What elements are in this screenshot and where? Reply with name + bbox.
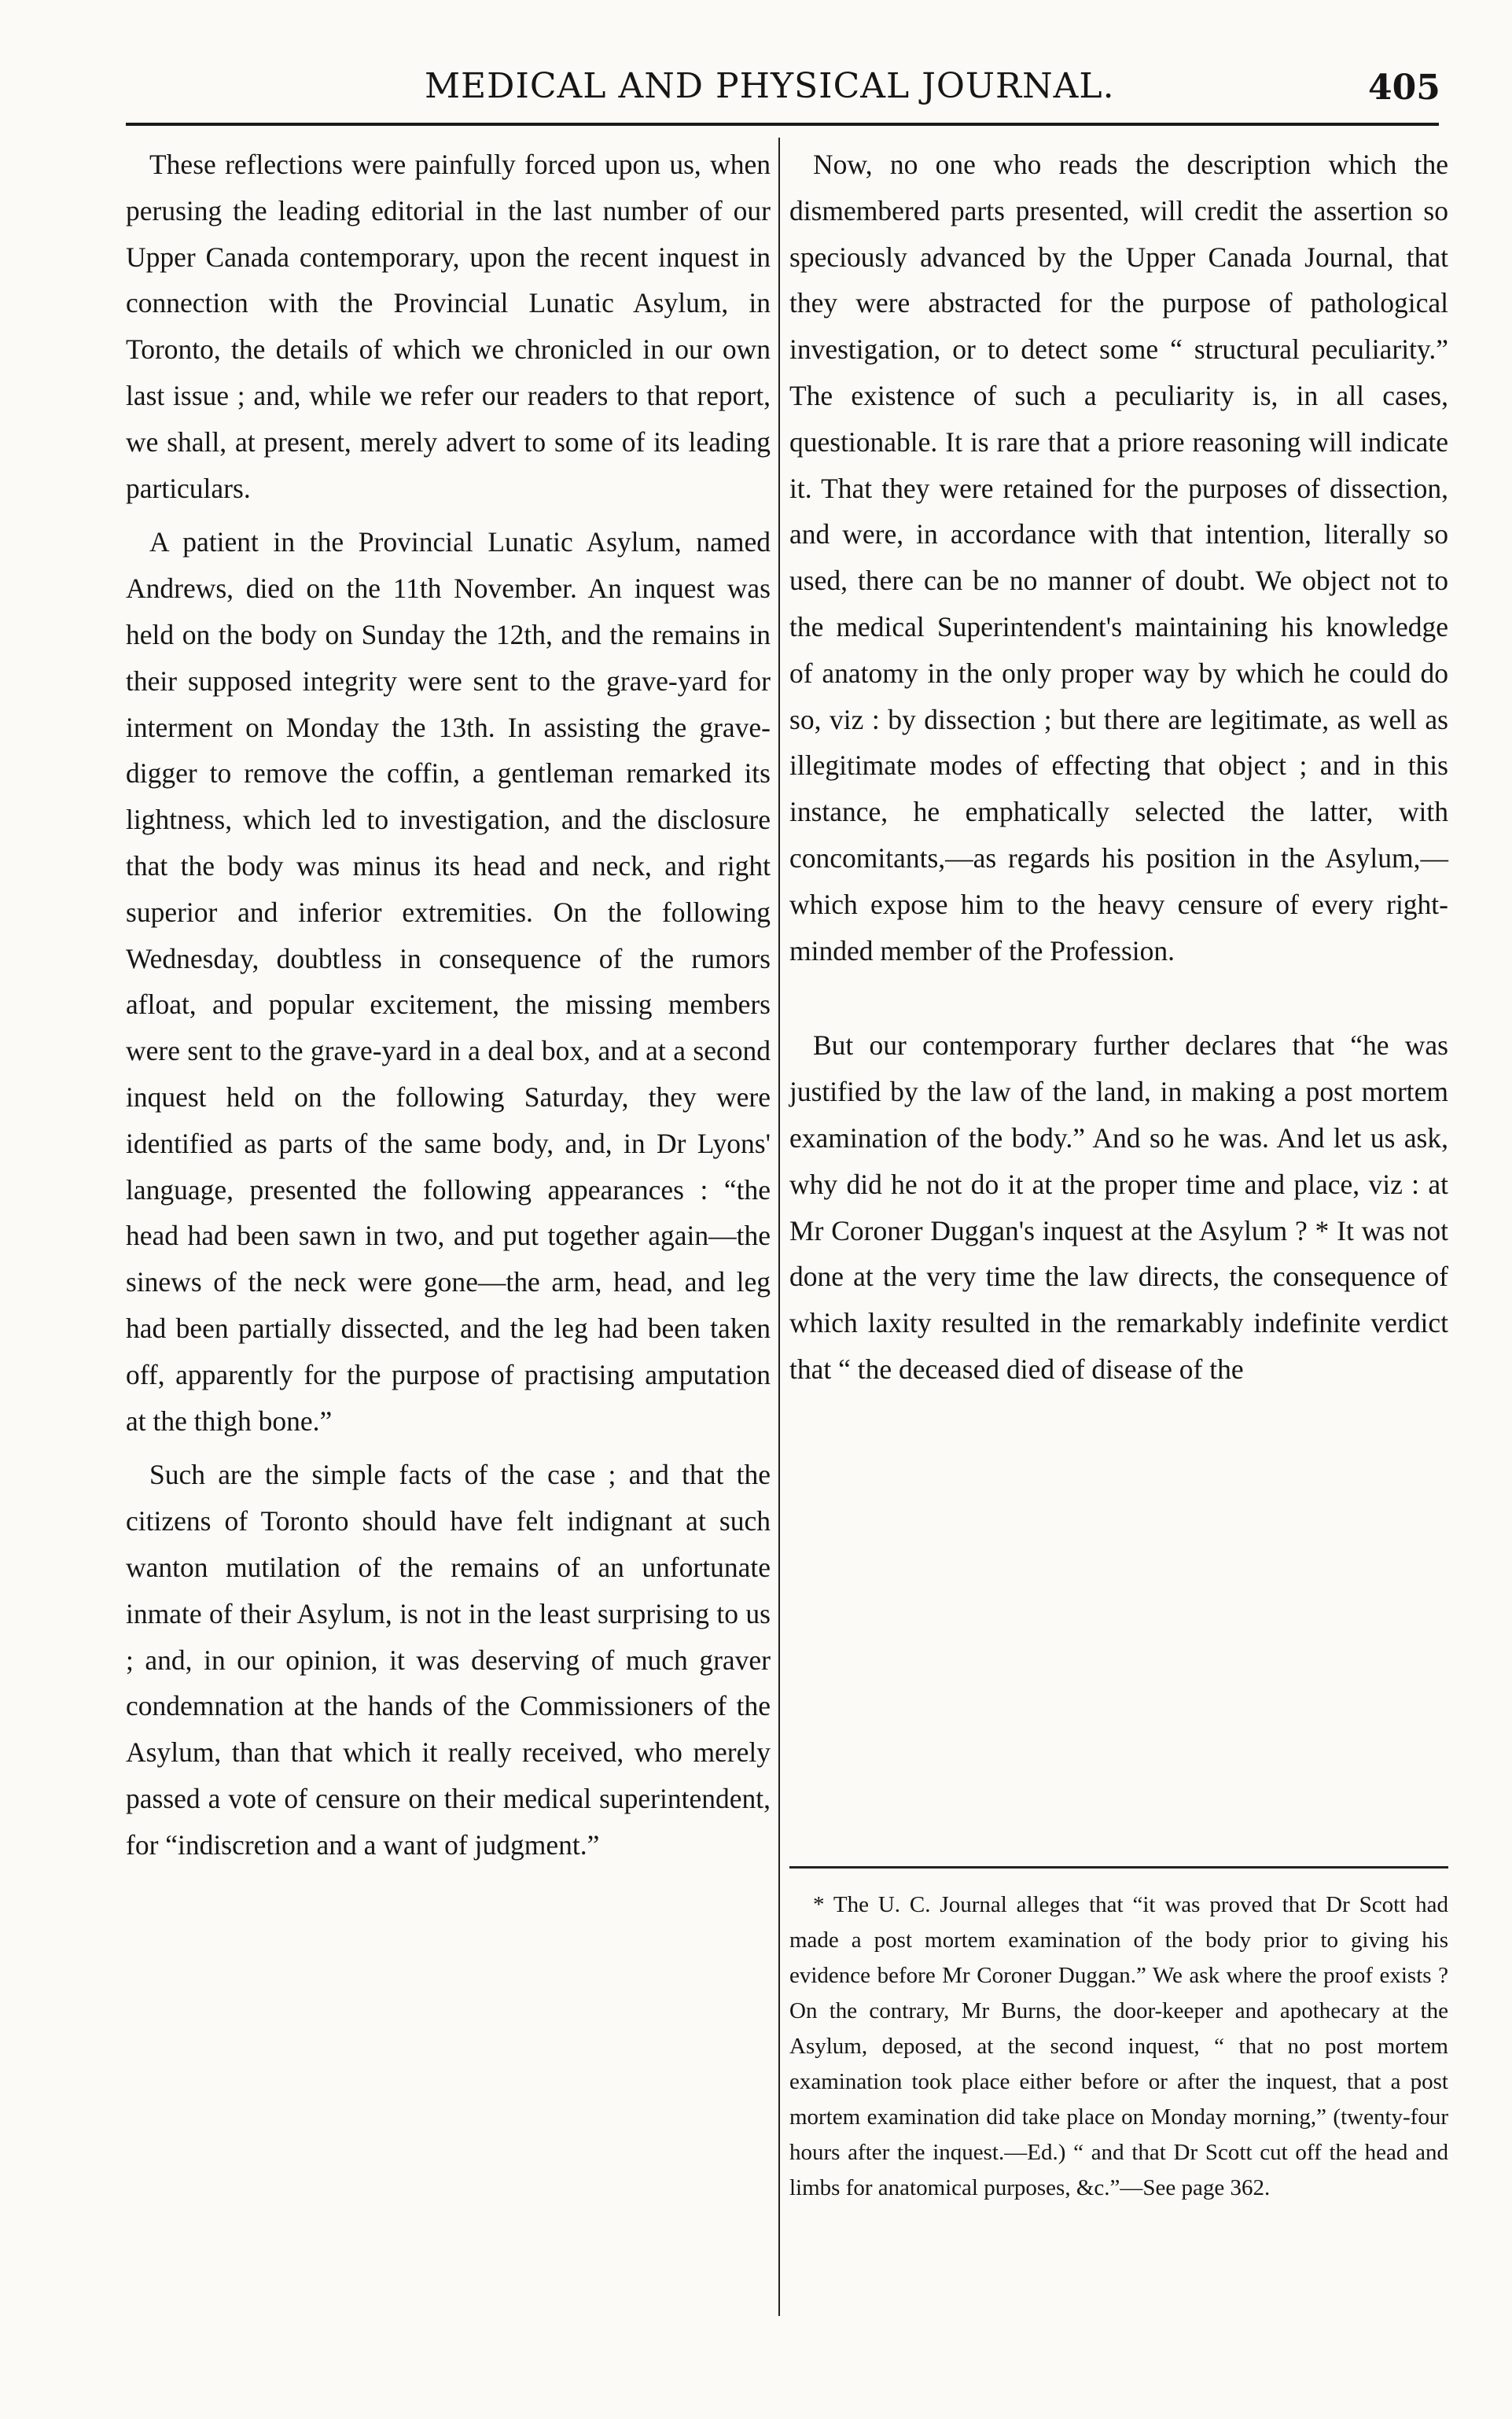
paragraph-inquest-facts: A patient in the Provincial Lunatic Asylum, named Andrews, died on the 11th November. An inquest was held on the body on Sunday the 12th, and the remains in their supposed integrity were sent to the grave-yard for interment on Monday the 13th. In assisting the grave-digger to remove the coffin, a gentleman remarked its lightness, which led to investigation, and the disclosure that the body was minus its head and neck, and right superior and inferior extremities. On the following Wednesday, doubtless in consequence of the rumors afloat, and popular excitement, the missing members were sent to the grave-yard in a deal box, and at a second inquest held on the following Saturday, they were identified as parts of the same body, and, in Dr Lyons' language, presented the following appearances : “the head had been sawn in two, and put together again—the sinews of the neck were gone—the arm, head, and leg had been partially dissected, and the leg had been taken off, apparently for the purpose of practising amputation at the thigh bone.” (126, 526, 771, 1437)
header-rule (126, 123, 1439, 126)
paragraph-dismembered-parts: Now, no one who reads the description which the dismembered parts presented, will credit the assertion so speciously advanced by the Upper Canada Journal, that they were abstracted for the purpose of pathological investigation, or to detect some “ structural peculiarity.” The existence of such a peculiarity is, in all cases, questionable. It is rare that a priore reasoning will indicate it. That they were retained for the purposes of dissection, and were, in accordance with that intention, literally so used, there can be no manner of doubt. We object not to the medical Superintendent's maintaining his knowledge of anatomy in the only proper way by which he could do so, viz : by dissection ; but there are legitimate, as well as illegitimate modes of effecting that object ; and in this instance, he emphatically selected the latter, with concomitants,—as regards his position in the Asylum,—which expose him to the heavy censure of every right-minded member of the Profession. (789, 149, 1448, 966)
footnote-rule (789, 1866, 1448, 1869)
footnote: * The U. C. Journal alleges that “it was proved that Dr Scott had made a post mortem examination of the body prior to giving his evidence before Mr Coroner Duggan.” We ask where the proof exists ? On the contrary, Mr Burns, the door-keeper and apothecary at the Asylum, deposed, at the second inquest, “ that no post mortem examination took place either before or after the inquest, that a post mortem examination did take place on Monday morning,” (twenty-four hours after the inquest.—Ed.) “ and that Dr Scott cut off the head and limbs for anatomical purposes, &c.”—See page 362. (789, 1892, 1448, 2200)
left-column (126, 142, 771, 1868)
right-column (789, 142, 1448, 1393)
paragraph-contemporary-declares: But our contemporary further declares that “he was justified by the law of the land, in making a post mortem examination of the body.” And so he was. And let us ask, why did he not do it at the proper time and place, viz : at Mr Coroner Duggan's inquest at the Asylum ? * It was not done at the very time the law directs, the consequence of which laxity resulted in the remarkably indefinite verdict that “ the deceased died of disease of the (789, 1029, 1448, 1385)
paragraph-reflections: These reflections were painfully forced upon us, when perusing the leading editorial in the last number of our Upper Canada contemporary, upon the recent inquest in connection with the Provincial Lunatic Asylum, in Toronto, the details of which we chronicled in our own last issue ; and, while we refer our readers to that report, we shall, at present, merely advert to some of its leading particulars. (126, 149, 771, 504)
column-divider (778, 138, 780, 2316)
running-title: MEDICAL AND PHYSICAL JOURNAL. (425, 66, 1115, 106)
paragraph-simple-facts: Such are the simple facts of the case ; and that the citizens of Toronto should have felt indignant at such wanton mutilation of the remains of an unfortunate inmate of their Asylum, is not in the least surprising to us ; and, in our opinion, it was deserving of much graver condemnation at the hands of the Commissioners of the Asylum, than that which it really received, who merely passed a vote of censure on their medical superintendent, for “indiscretion and a want of judgment.” (126, 1459, 771, 1861)
page-number: 405 (1368, 68, 1440, 108)
page-header (102, 66, 1439, 121)
